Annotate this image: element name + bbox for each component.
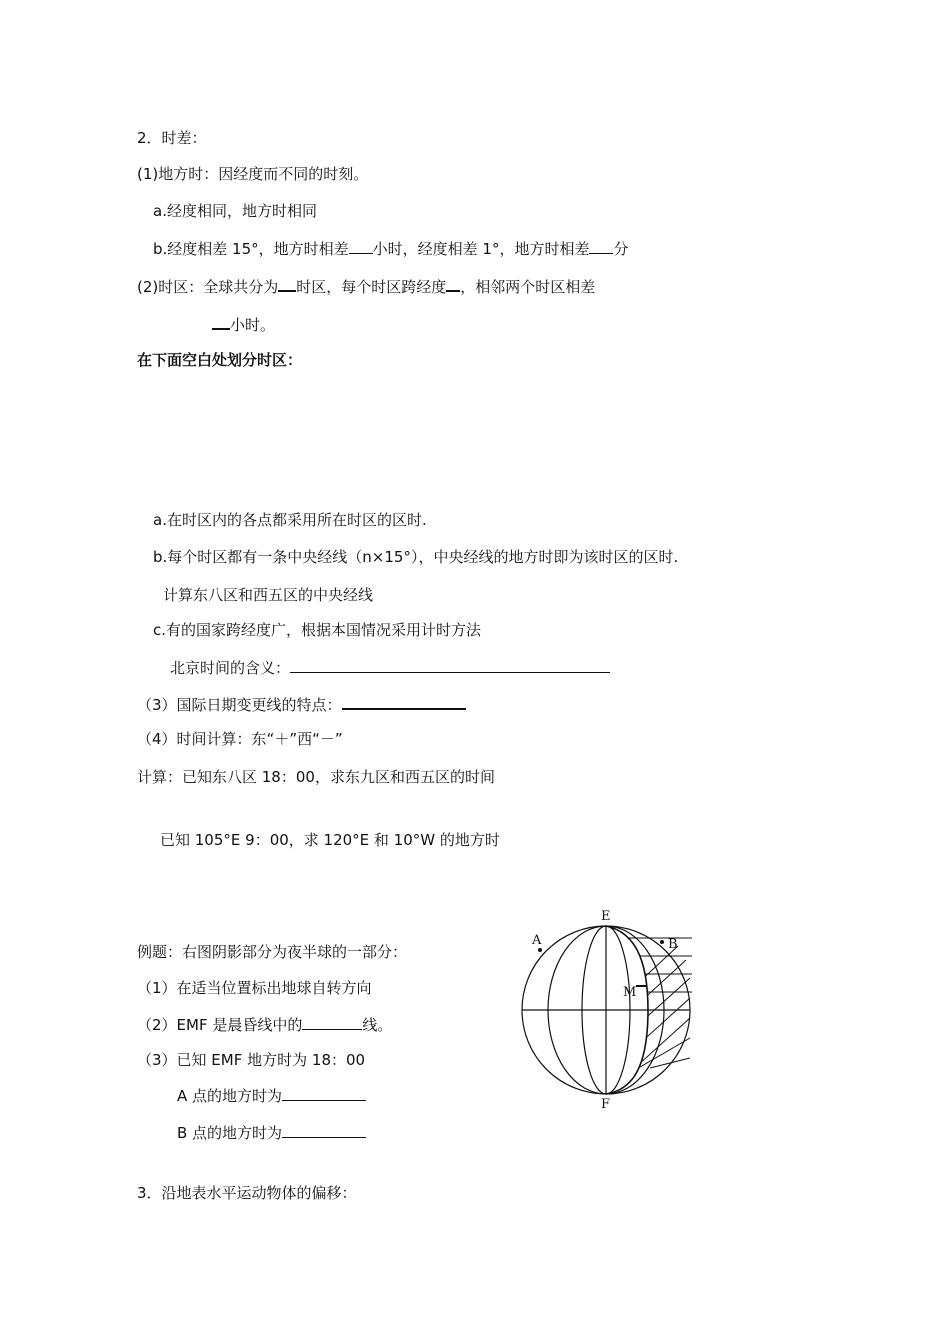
example-q2-text-1: （2）EMF 是晨昏线中的	[137, 1016, 303, 1034]
zone-text-1: (2)时区：全球共分为	[137, 278, 279, 296]
example-intro: 例题：右图阴影部分为夜半球的一部分：	[137, 943, 408, 961]
blank-a-time[interactable]	[282, 1085, 366, 1101]
time-zone-line	[137, 275, 595, 297]
blank-zone-count[interactable]	[278, 275, 296, 292]
zone-text-3: ，相邻两个时区相差	[460, 278, 596, 296]
blank-zone-span[interactable]	[446, 275, 460, 292]
blank-b-time[interactable]	[282, 1122, 366, 1138]
section3-heading: 3．沿地表水平运动物体的偏移：	[137, 1184, 357, 1202]
local-time-b-text-3: 分	[613, 240, 629, 258]
blank-hours[interactable]	[349, 238, 373, 254]
example-q2-text-2: 线。	[362, 1016, 393, 1034]
idl-line	[137, 693, 466, 715]
example-q3-a	[177, 1085, 366, 1106]
local-time-a: a.经度相同，地方时相同	[153, 202, 317, 220]
label-f: F	[601, 1097, 611, 1112]
example-q1: （1）在适当位置标出地球自转方向	[137, 979, 372, 997]
label-a: A	[532, 933, 542, 948]
example-q3-a-text: A 点的地方时为	[177, 1087, 283, 1105]
section2-heading: 2．时差：	[137, 129, 207, 147]
zone-text-2: 时区，每个时区跨经度	[296, 278, 447, 296]
blank-terminator-type[interactable]	[302, 1014, 362, 1030]
zone-text-4: 小时。	[230, 316, 276, 334]
beijing-time-line	[170, 657, 610, 678]
blank-minutes[interactable]	[589, 238, 613, 254]
time-calc-rule: （4）时间计算：东“＋”西“－”	[137, 730, 343, 748]
zone-rule-a: a.在时区内的各点都采用所在时区的区时.	[153, 511, 427, 529]
label-m: M	[623, 985, 637, 1000]
local-time-b	[153, 238, 629, 259]
globe-diagram	[510, 898, 700, 1113]
zone-rule-b: b.每个时区都有一条中央经线（n×15°），中央经线的地方时即为该时区的区时.	[153, 548, 679, 566]
local-time-title: (1)地方时：因经度而不同的时刻。	[137, 165, 369, 183]
label-e: E	[601, 909, 611, 924]
local-time-b-text-2: 小时，经度相差 1°，地方时相差	[372, 240, 590, 258]
label-b: B	[668, 937, 678, 952]
idl-label: （3）国际日期变更线的特点：	[137, 696, 342, 714]
example-q3-b-text: B 点的地方时为	[177, 1124, 283, 1142]
time-zone-line-2	[212, 313, 275, 335]
blank-beijing-time[interactable]	[290, 657, 610, 673]
calc-question-2: 已知 105°E 9：00，求 120°E 和 10°W 的地方时	[160, 831, 500, 849]
zone-rule-c: c.有的国家跨经度广，根据本国情况采用计时方法	[153, 621, 482, 639]
beijing-time-label: 北京时间的含义：	[170, 659, 291, 677]
blank-idl[interactable]	[342, 693, 466, 710]
local-time-b-text-1: b.经度相差 15°，地方时相差	[153, 240, 349, 258]
divide-zones-prompt: 在下面空白处划分时区：	[137, 351, 303, 369]
calc-question-1: 计算：已知东八区 18：00，求东九区和西五区的时间	[137, 768, 495, 786]
zone-calc: 计算东八区和西五区的中央经线	[163, 586, 374, 604]
example-q3: （3）已知 EMF 地方时为 18：00	[137, 1051, 366, 1069]
example-q3-b	[177, 1122, 366, 1143]
example-q2	[137, 1014, 392, 1035]
blank-zone-hours[interactable]	[212, 313, 230, 330]
